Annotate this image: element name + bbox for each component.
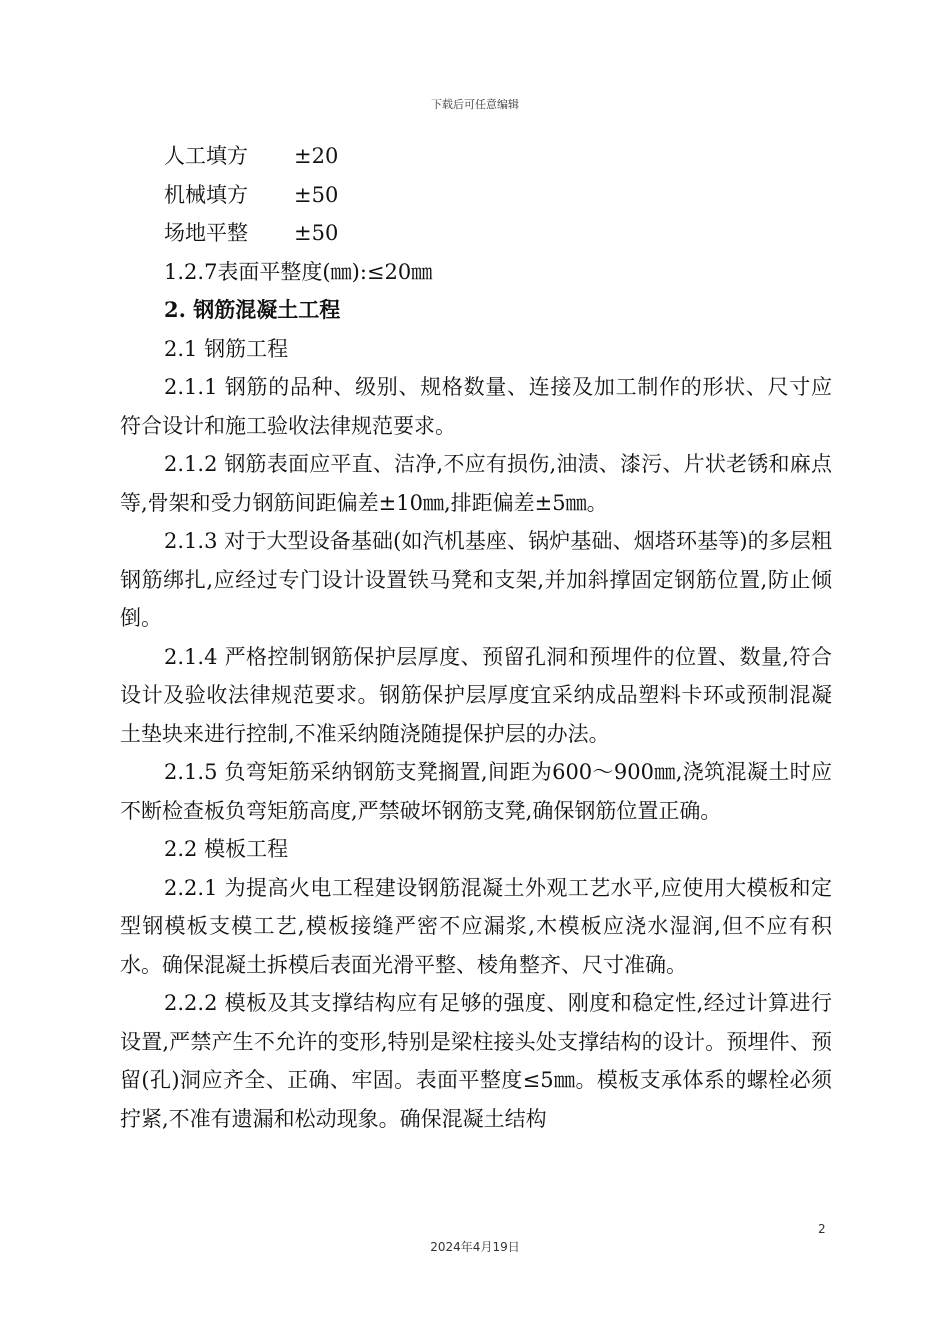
section-heading-2: 2. 钢筋混凝土工程 xyxy=(164,297,341,322)
clause-2-2-1: 2.2.1 为提高火电工程建设钢筋混凝土外观工艺水平,应使用大模板和定型钢模板支模工艺,模板接缝严密不应漏浆,木模板应浇水湿润,但不应有积水。确保混凝土拆模后表面光滑平整、棱角整齐、尺寸准确。 xyxy=(120,875,832,977)
tolerance-value: ±50 xyxy=(294,182,339,207)
clause-2-1-1: 2.1.1 钢筋的品种、级别、规格数量、连接及加工制作的形状、尺寸应符合设计和施工验收法律规范要求。 xyxy=(120,375,832,438)
tolerance-label: 人工填方 xyxy=(164,144,248,168)
page-number: 2 xyxy=(818,1222,826,1236)
clause-2-2-2: 2.2.2 模板及其支撑结构应有足够的强度、刚度和稳定性,经过计算进行设置,严禁产生不允许的变形,特别是梁柱接头处支撑结构的设计。预埋件、预留(孔)洞应齐全、正确、牢固。表面平整度≤5㎜。模板支承体系的螺栓必须拧紧,不准有遗漏和松动现象。确保混凝土结构 xyxy=(120,991,832,1131)
clause-1-2-7: 1.2.7表面平整度(㎜):≤20㎜ xyxy=(164,259,433,284)
tolerance-row xyxy=(120,176,832,215)
tolerance-value: ±50 xyxy=(294,221,339,245)
clause-2-1-4: 2.1.4 严格控制钢筋保护层厚度、预留孔洞和预埋件的位置、数量,符合设计及验收法律规范要求。钢筋保护层厚度宜采纳成品塑料卡环或预制混凝土垫块来进行控制,不准采纳随浇随提保护层的办法。 xyxy=(120,644,832,746)
tolerance-row xyxy=(120,214,832,253)
tolerance-label: 机械填方 xyxy=(164,182,248,207)
subsection-heading-2-1: 2.1 钢筋工程 xyxy=(164,336,289,361)
clause-2-1-3: 2.1.3 对于大型设备基础(如汽机基座、锅炉基础、烟塔环基等)的多层粗钢筋绑扎,应经过专门设计设置铁马凳和支架,并加斜撑固定钢筋位置,防止倾倒。 xyxy=(120,529,832,630)
tolerance-label: 场地平整 xyxy=(164,221,248,245)
document-body xyxy=(120,137,832,1138)
page-footer-date: 2024年4月19日 xyxy=(430,1240,520,1254)
subsection-heading-2-2: 2.2 模板工程 xyxy=(164,837,289,861)
clause-2-1-5: 2.1.5 负弯矩筋采纳钢筋支凳搁置,间距为600～900㎜,浇筑混凝土时应不断检查板负弯矩筋高度,严禁破坏钢筋支凳,确保钢筋位置正确。 xyxy=(120,760,832,823)
page-header: 下载后可任意编辑 xyxy=(431,98,519,111)
tolerance-value: ±20 xyxy=(294,144,339,168)
clause-2-1-2: 2.1.2 钢筋表面应平直、洁净,不应有损伤,油渍、漆污、片状老锈和麻点等,骨架和受力钢筋间距偏差±10㎜,排距偏差±5㎜。 xyxy=(120,452,832,515)
tolerance-row xyxy=(120,137,832,176)
